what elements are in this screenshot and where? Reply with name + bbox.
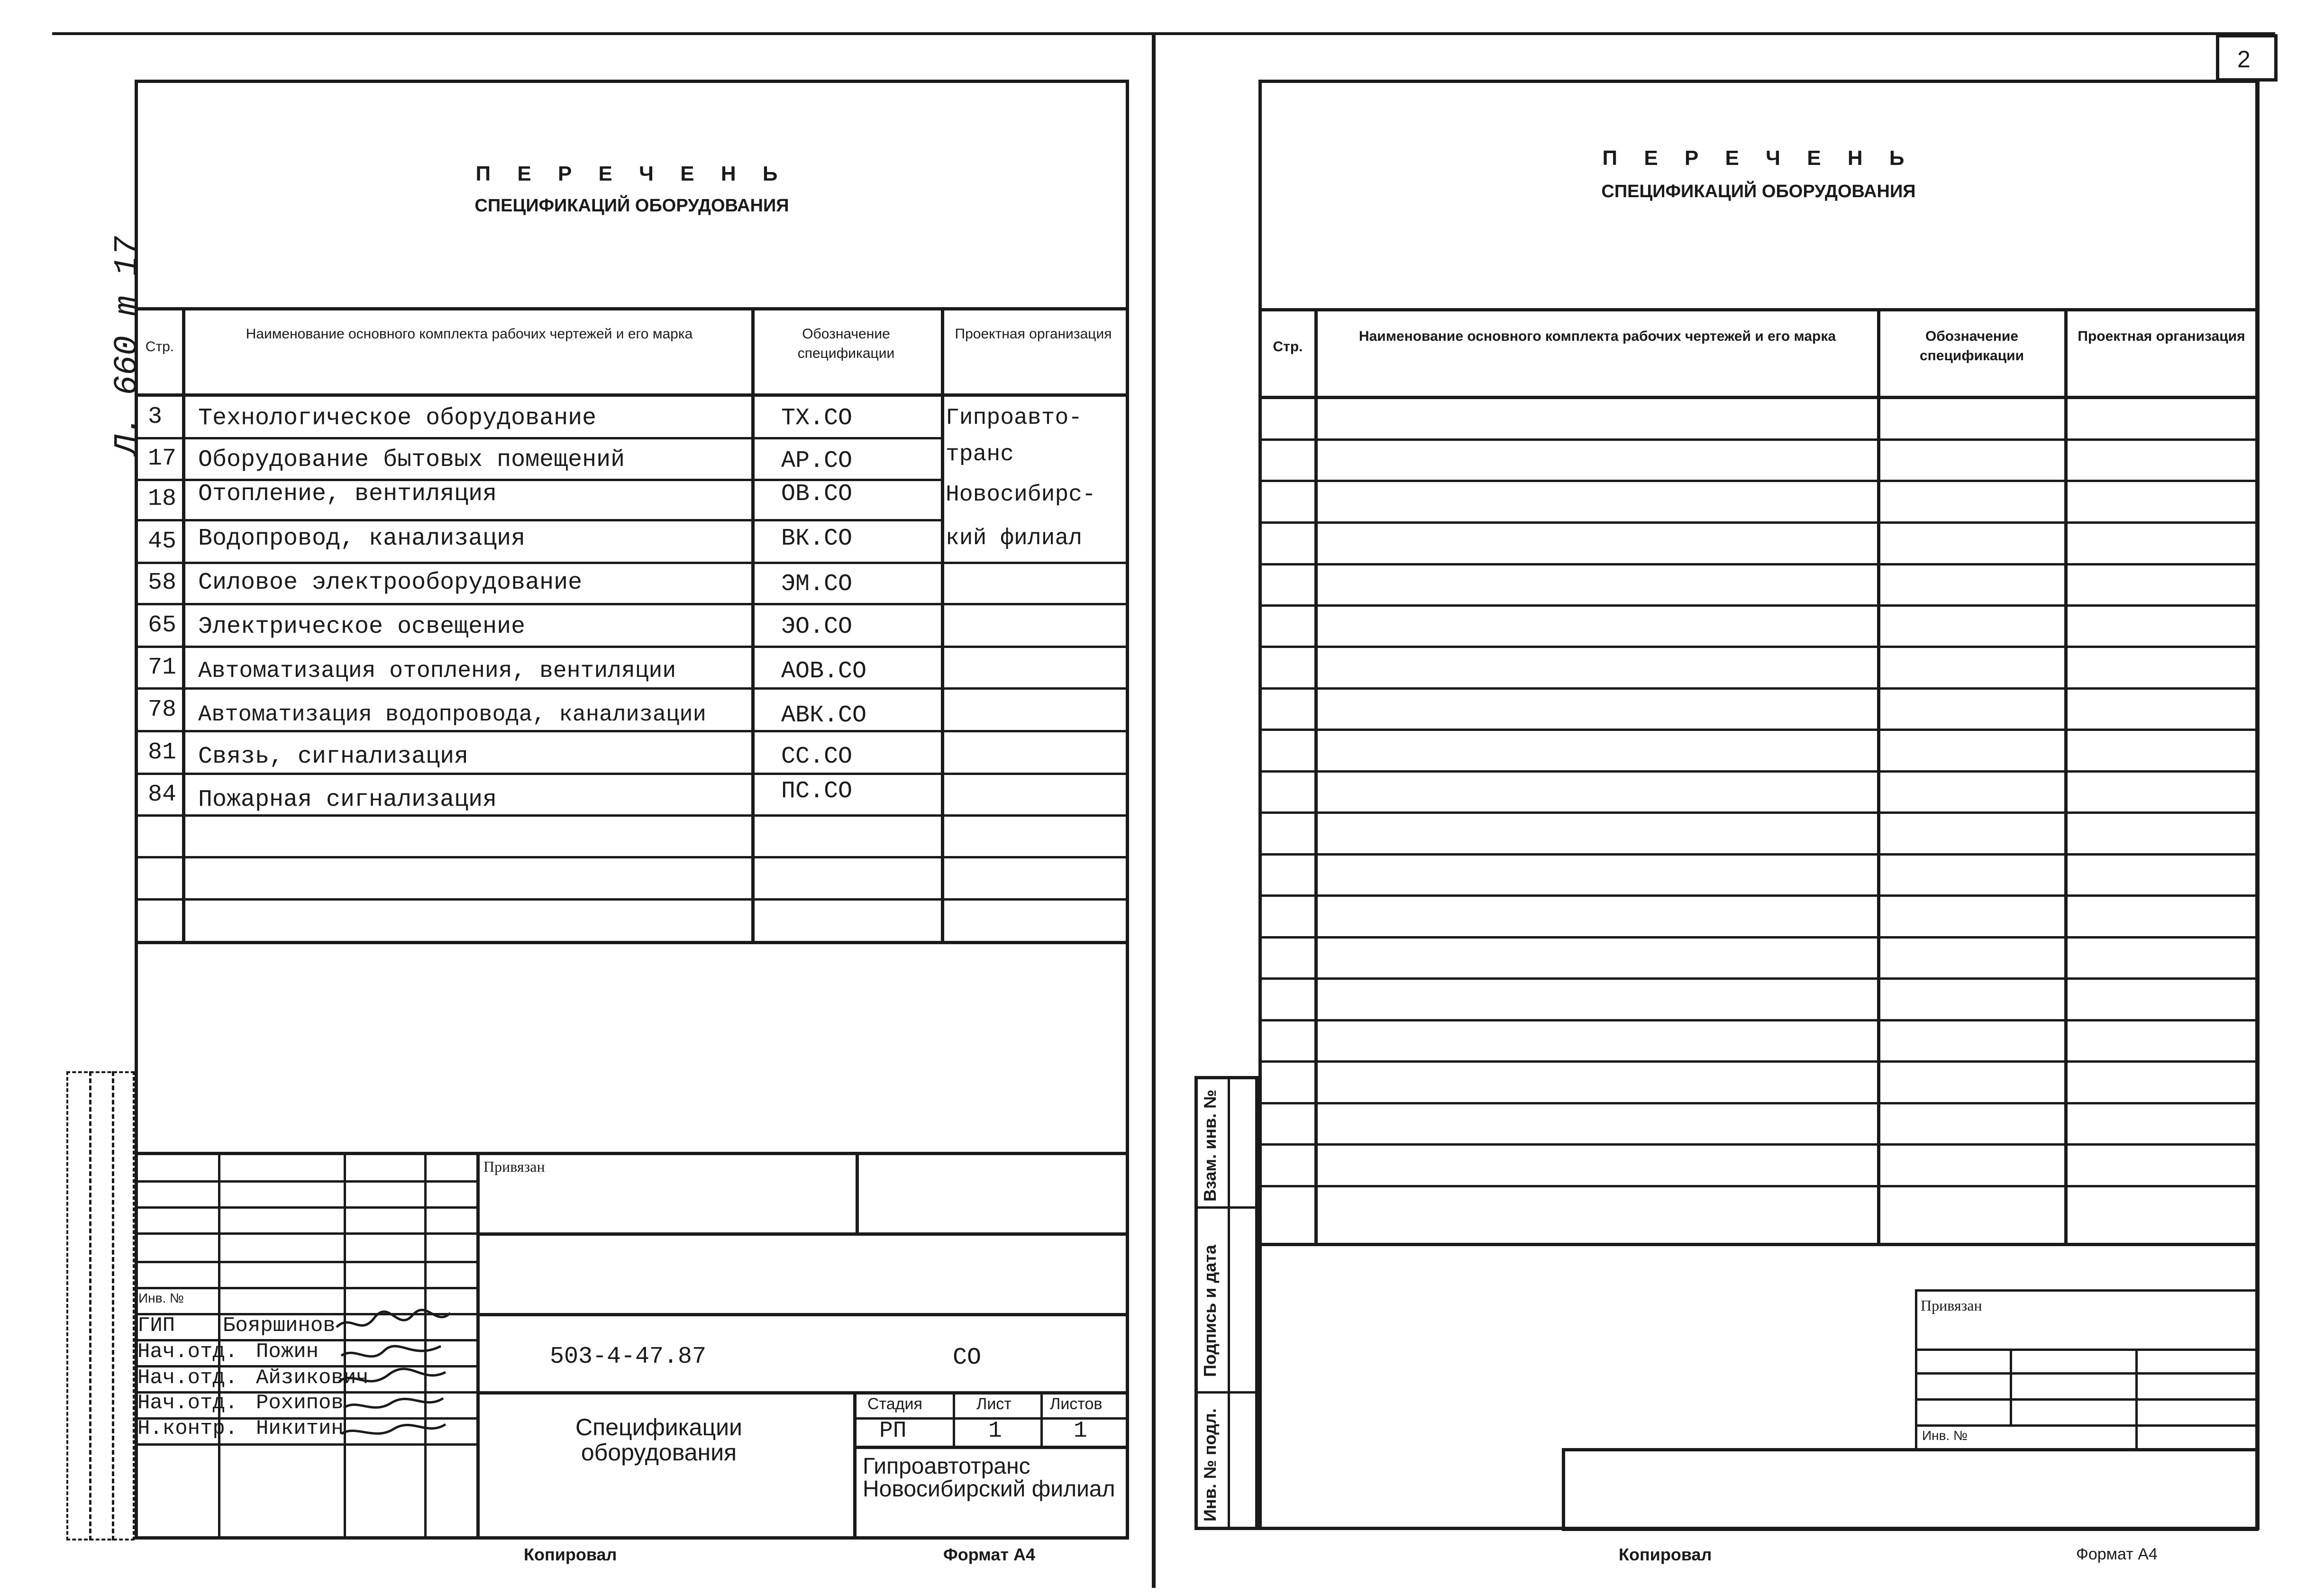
right-footer-format: Формат А4 xyxy=(2076,1545,2158,1563)
left-row-name: Автоматизация водопровода, канализации xyxy=(198,702,706,728)
left-row-page: 81 xyxy=(148,739,177,766)
left-row-code: ЭМ.СО xyxy=(781,571,853,598)
stamp-name: Рохипов xyxy=(256,1391,344,1415)
left-col-sep-3 xyxy=(941,307,944,942)
right-row-line xyxy=(1258,1102,2259,1104)
left-stamp-row xyxy=(135,1261,476,1263)
left-stamp-row xyxy=(135,1206,476,1209)
left-row-org: Гипроавто- xyxy=(946,405,1083,431)
left-row-name: Технологическое оборудование xyxy=(198,405,597,432)
left-stamp-top xyxy=(135,1152,1129,1155)
right-row-line xyxy=(1258,646,2259,648)
left-row-page: 17 xyxy=(148,445,177,472)
left-row-org: транс xyxy=(946,442,1014,467)
left-row-page: 58 xyxy=(148,569,177,596)
right-footer-copied: Копировал xyxy=(1619,1545,1712,1564)
right-table-header-bottom xyxy=(1258,396,2259,399)
left-doc-code: 503-4-47.87 xyxy=(550,1343,707,1370)
left-stamp-vsep xyxy=(856,1152,859,1235)
stamp-role: Н.контр. xyxy=(137,1417,238,1440)
left-row-name: Электрическое освещение xyxy=(198,613,526,640)
left-table-top xyxy=(135,307,1129,310)
left-row-page: 71 xyxy=(148,654,177,681)
left-margin-stamp xyxy=(66,1071,135,1540)
left-col-org-header: Проектная организация xyxy=(955,326,1112,342)
left-row-code: ВК.СО xyxy=(781,525,853,552)
left-stamp-row xyxy=(135,1180,476,1183)
left-row-page: 84 xyxy=(148,781,177,808)
left-row-line xyxy=(135,730,1129,732)
stamp-name: Пожин xyxy=(256,1340,319,1364)
left-margin-sep xyxy=(89,1071,91,1540)
left-row-code: ЭО.СО xyxy=(781,613,853,640)
left-row-line xyxy=(135,519,943,521)
left-row-line xyxy=(135,603,1129,605)
left-row-name: Автоматизация отопления, вентиляции xyxy=(198,658,676,684)
stamp-name: Бояршинов xyxy=(223,1314,336,1338)
left-row-code: ТХ.СО xyxy=(781,405,853,432)
left-row-line xyxy=(135,562,1129,564)
left-stamp-vsep xyxy=(953,1391,955,1446)
left-col-sep-1 xyxy=(182,307,185,942)
stamp-role: Нач.отд. xyxy=(137,1391,238,1415)
left-inv-label: Инв. № xyxy=(138,1291,184,1305)
side-label-podpis: Подпись и дата xyxy=(1200,1245,1220,1377)
left-row-code: СС.СО xyxy=(781,743,853,770)
left-stamp-line xyxy=(853,1446,1129,1449)
right-privyazan-label: Привязан xyxy=(1921,1297,1982,1314)
left-row-line xyxy=(135,773,1129,775)
sheets-label: Листов xyxy=(1050,1395,1103,1413)
left-row-code: АОВ.СО xyxy=(781,658,867,685)
right-row-line xyxy=(1258,853,2259,856)
left-stamp-line xyxy=(476,1313,1129,1316)
side-label-vzam: Взам. инв. № xyxy=(1200,1089,1220,1202)
left-doc-suffix: СО xyxy=(953,1344,982,1371)
right-stamp-main xyxy=(1562,1448,2259,1531)
left-footer-copied: Копировал xyxy=(524,1545,617,1564)
sheet-value: 1 xyxy=(988,1418,1002,1444)
left-table-header-bottom xyxy=(135,393,1129,397)
right-row-line xyxy=(1258,604,2259,607)
left-stamp-row xyxy=(135,1287,476,1289)
right-row-line xyxy=(1258,480,2259,482)
sheets-value: 1 xyxy=(1074,1418,1087,1444)
right-stamp-row xyxy=(1915,1424,2259,1427)
right-stamp-row xyxy=(1915,1372,2259,1375)
left-row-page: 78 xyxy=(148,696,177,723)
left-privyazan-label: Привязан xyxy=(483,1158,545,1175)
left-stamp-vsep xyxy=(853,1391,857,1540)
right-row-line xyxy=(1258,1143,2259,1146)
right-row-line xyxy=(1258,811,2259,814)
left-footer-format: Формат А4 xyxy=(943,1545,1036,1564)
right-subtitle: СПЕЦИФИКАЦИЙ ОБОРУДОВАНИЯ xyxy=(1601,182,1916,201)
left-row-org: кий филиал xyxy=(946,526,1083,551)
right-table-bottom xyxy=(1258,1243,2259,1246)
left-stamp-vsep xyxy=(1040,1391,1043,1446)
right-stamp-vsep xyxy=(2010,1349,2012,1424)
sheet-label: Лист xyxy=(976,1395,1012,1413)
stage-value: РП xyxy=(879,1418,907,1444)
left-row-page: 65 xyxy=(148,612,177,639)
left-row-code: АР.СО xyxy=(781,447,853,474)
side-label-inv: Инв. № подл. xyxy=(1200,1408,1220,1522)
left-row-code: ПС.СО xyxy=(781,778,853,805)
left-row-name: Силовое электрооборудование xyxy=(198,569,583,596)
left-row-line xyxy=(135,437,943,439)
left-row-name: Связь, сигнализация xyxy=(198,743,469,770)
right-side-row xyxy=(1194,1391,1258,1394)
left-title: П Е Р Е Ч Е Н Ь xyxy=(475,162,788,185)
stamp-role: Нач.отд. xyxy=(137,1366,238,1390)
left-col-name-header: Наименование основного комплекта рабочих чертежей и его марка xyxy=(246,326,693,342)
left-row-page: 45 xyxy=(148,528,177,555)
right-row-line xyxy=(1258,894,2259,897)
right-row-line xyxy=(1258,687,2259,690)
left-row-name: Водопровод, канализация xyxy=(198,525,526,552)
left-row-page: 18 xyxy=(148,485,177,512)
right-inv-label: Инв. № xyxy=(1922,1428,1968,1443)
signature-scribbles xyxy=(332,1308,455,1450)
right-col-code-header: Обозначение спецификации xyxy=(1919,328,2024,364)
right-row-line xyxy=(1258,563,2259,565)
left-row-line xyxy=(135,898,1129,901)
right-row-line xyxy=(1258,1060,2259,1063)
left-row-code: ОВ.СО xyxy=(781,481,853,508)
page-divider xyxy=(1152,33,1156,1588)
left-stamp-org: Гипроавтотранс Новосибирский филиал xyxy=(863,1454,1115,1502)
top-rule-left xyxy=(52,32,1450,35)
stamp-name: Айзикович xyxy=(256,1366,369,1390)
right-stamp-row xyxy=(1915,1398,2259,1401)
left-row-code: АВК.СО xyxy=(781,702,867,729)
right-row-line xyxy=(1258,936,2259,939)
right-stamp-row xyxy=(1915,1349,2259,1351)
left-row-line xyxy=(135,646,1129,648)
left-stamp-line xyxy=(476,1232,1129,1236)
right-row-line xyxy=(1258,977,2259,980)
left-col-page-header: Стр. xyxy=(145,339,174,355)
right-row-line xyxy=(1258,770,2259,773)
stamp-role: Нач.отд. xyxy=(137,1340,238,1364)
left-col-code-header: Обозначение спецификации xyxy=(797,326,895,361)
left-doc-title: Спецификации оборудования xyxy=(575,1414,742,1466)
left-col-sep-2 xyxy=(751,307,755,942)
right-row-line xyxy=(1258,1185,2259,1187)
right-row-line xyxy=(1258,1019,2259,1021)
stamp-name: Никитин xyxy=(256,1417,344,1440)
right-row-line xyxy=(1258,438,2259,441)
right-col-org-header: Проектная организация xyxy=(2078,328,2245,344)
left-stamp-row xyxy=(135,1232,476,1235)
left-stamp-vsep xyxy=(476,1152,480,1540)
left-row-line xyxy=(135,856,1129,858)
right-col-name-header: Наименование основного комплекта рабочих чертежей и его марка xyxy=(1358,328,1836,344)
top-rule-right xyxy=(1450,32,2275,35)
sheet-number: 2 xyxy=(2237,46,2251,73)
left-row-org: Новосибирс- xyxy=(946,482,1096,508)
left-row-name: Пожарная сигнализация xyxy=(198,786,497,813)
right-row-line xyxy=(1258,521,2259,524)
left-stamp-line xyxy=(476,1391,1129,1394)
right-row-line xyxy=(1258,729,2259,731)
right-col-page-header: Стр. xyxy=(1273,339,1303,355)
left-subtitle: СПЕЦИФИКАЦИЙ ОБОРУДОВАНИЯ xyxy=(474,196,789,216)
stage-label: Стадия xyxy=(867,1395,922,1413)
right-title: П Е Р Е Ч Е Н Ь xyxy=(1602,146,1915,170)
left-table-bottom xyxy=(135,941,1129,944)
right-table-top xyxy=(1258,308,2259,311)
left-margin-sep xyxy=(112,1071,114,1540)
handwritten-note: Л. 660 m 17 xyxy=(109,236,146,455)
left-row-page: 3 xyxy=(148,403,163,430)
left-row-name: Отопление, вентиляция xyxy=(198,481,497,508)
left-row-line xyxy=(135,814,1129,817)
right-stamp-vsep xyxy=(2135,1349,2138,1450)
left-row-name: Оборудование бытовых помещений xyxy=(198,447,625,474)
left-row-line xyxy=(135,687,1129,690)
right-side-row xyxy=(1194,1206,1258,1209)
stamp-role: ГИП xyxy=(137,1314,175,1338)
right-side-sep xyxy=(1228,1076,1230,1530)
